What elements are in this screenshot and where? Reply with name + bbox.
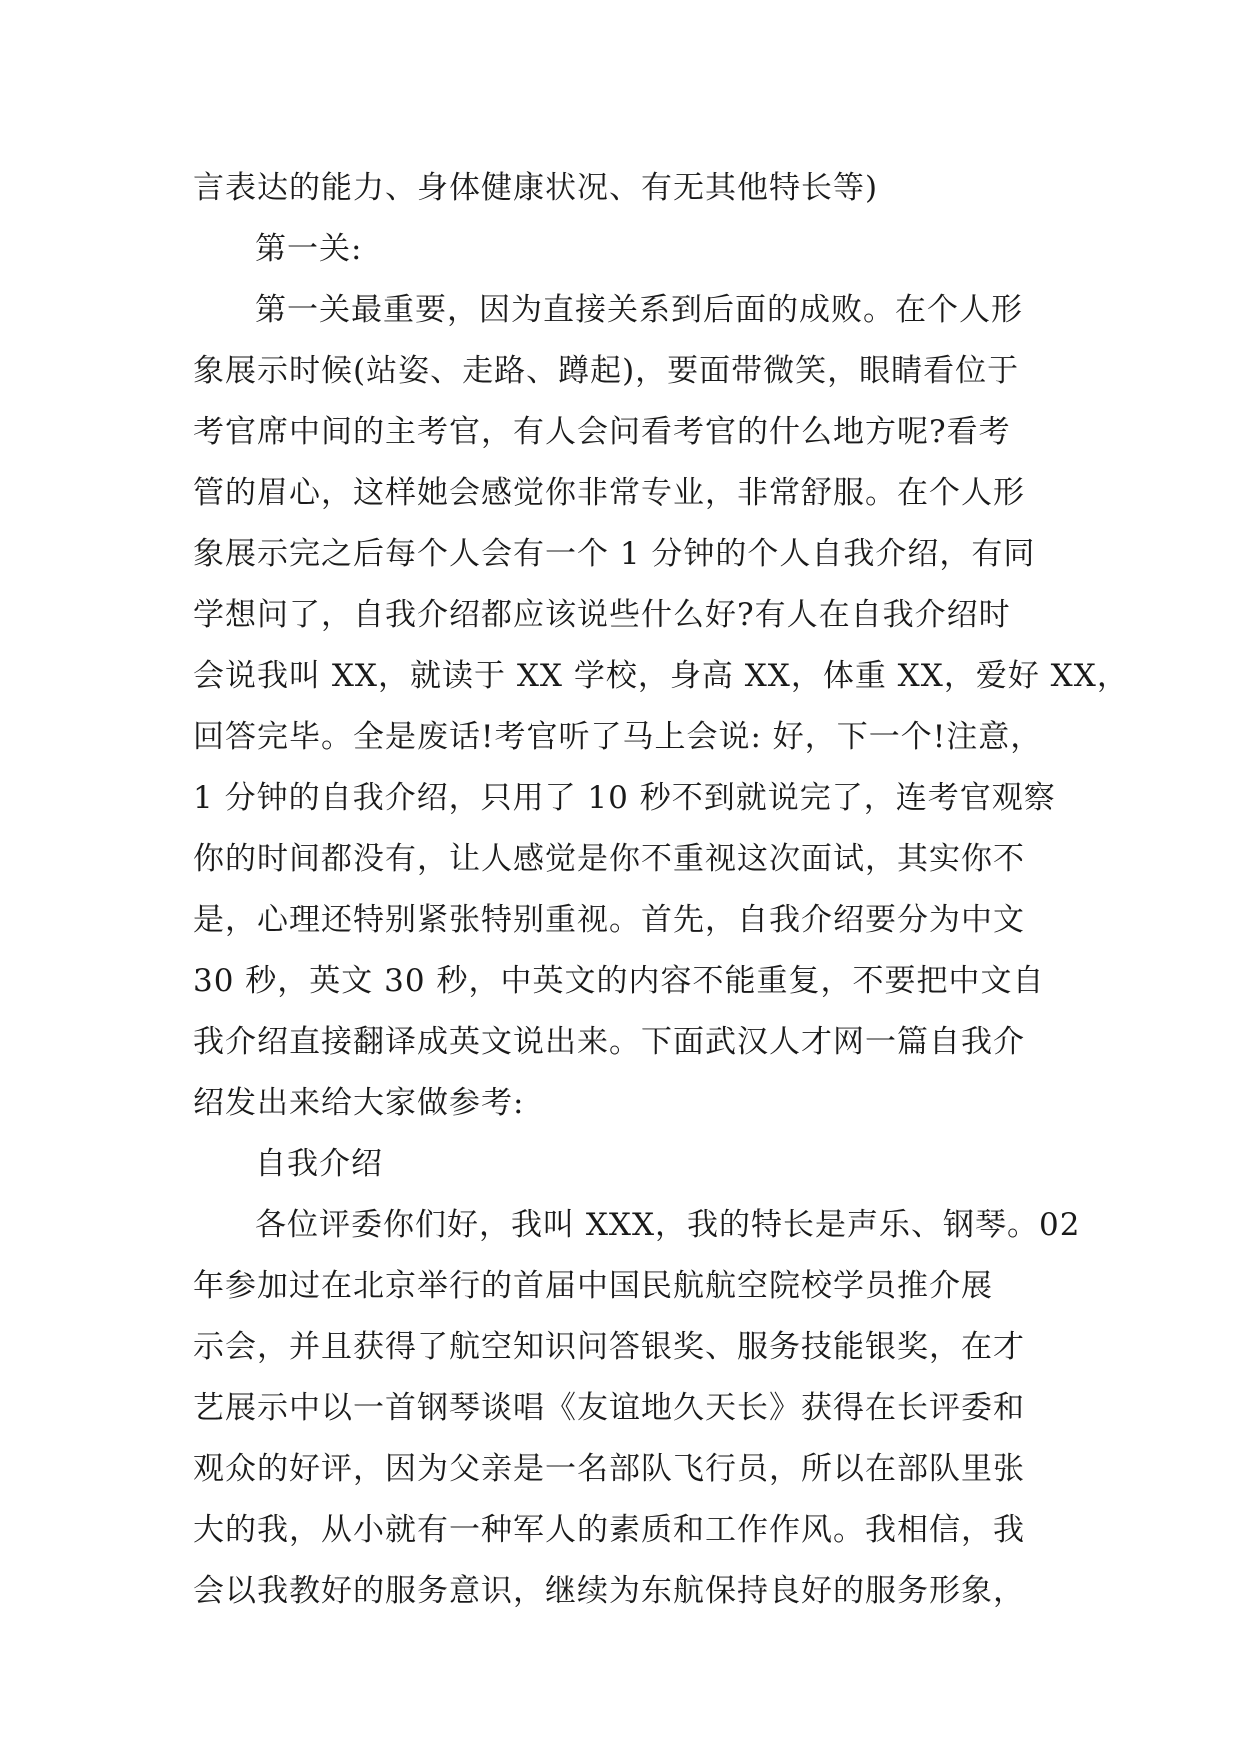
text-line: 大的我，从小就有一种军人的素质和工作作风。我相信，我 xyxy=(193,1512,1025,1548)
text-line: 是，心理还特别紧张特别重视。首先，自我介绍要分为中文 xyxy=(193,902,1025,938)
section-heading: 第一关: xyxy=(255,231,363,267)
text-line: 学想问了，自我介绍都应该说些什么好?有人在自我介绍时 xyxy=(193,597,1011,633)
text-line: 示会，并且获得了航空知识问答银奖、服务技能银奖，在才 xyxy=(193,1329,1025,1365)
text-line: 回答完毕。全是废话!考官听了马上会说: 好，下一个!注意， xyxy=(193,719,1043,755)
section-heading: 自我介绍 xyxy=(255,1146,383,1182)
text-line: 我介绍直接翻译成英文说出来。下面武汉人才网一篇自我介 xyxy=(193,1024,1025,1060)
text-line: 30 秒，英文 30 秒，中英文的内容不能重复，不要把中文自 xyxy=(193,963,1045,999)
text-line: 象展示时候(站姿、走路、蹲起)，要面带微笑，眼睛看位于 xyxy=(193,353,1020,389)
document-body xyxy=(193,158,1129,1622)
text-line: 年参加过在北京举行的首届中国民航航空院校学员推介展 xyxy=(193,1268,993,1304)
text-line: 管的眉心，这样她会感觉你非常专业，非常舒服。在个人形 xyxy=(193,475,1025,511)
text-line: 你的时间都没有，让人感觉是你不重视这次面试，其实你不 xyxy=(193,841,1025,877)
text-line: 言表达的能力、身体健康状况、有无其他特长等) xyxy=(193,170,879,206)
text-line: 各位评委你们好，我叫 XXX，我的特长是声乐、钢琴。02 xyxy=(255,1207,1081,1243)
text-line: 第一关最重要，因为直接关系到后面的成败。在个人形 xyxy=(255,292,1023,328)
text-line: 象展示完之后每个人会有一个 1 分钟的个人自我介绍，有同 xyxy=(193,536,1036,572)
text-line: 绍发出来给大家做参考: xyxy=(193,1085,525,1121)
text-line: 观众的好评，因为父亲是一名部队飞行员，所以在部队里张 xyxy=(193,1451,1025,1487)
text-line: 会以我教好的服务意识，继续为东航保持良好的服务形象， xyxy=(193,1573,1025,1609)
text-line: 1 分钟的自我介绍，只用了 10 秒不到就说完了，连考官观察 xyxy=(193,780,1056,816)
text-line: 考官席中间的主考官，有人会问看考官的什么地方呢?看考 xyxy=(193,414,1011,450)
text-line: 会说我叫 XX，就读于 XX 学校，身高 XX，体重 XX，爱好 XX， xyxy=(193,658,1129,694)
text-line: 艺展示中以一首钢琴谈唱《友谊地久天长》获得在长评委和 xyxy=(193,1390,1025,1426)
